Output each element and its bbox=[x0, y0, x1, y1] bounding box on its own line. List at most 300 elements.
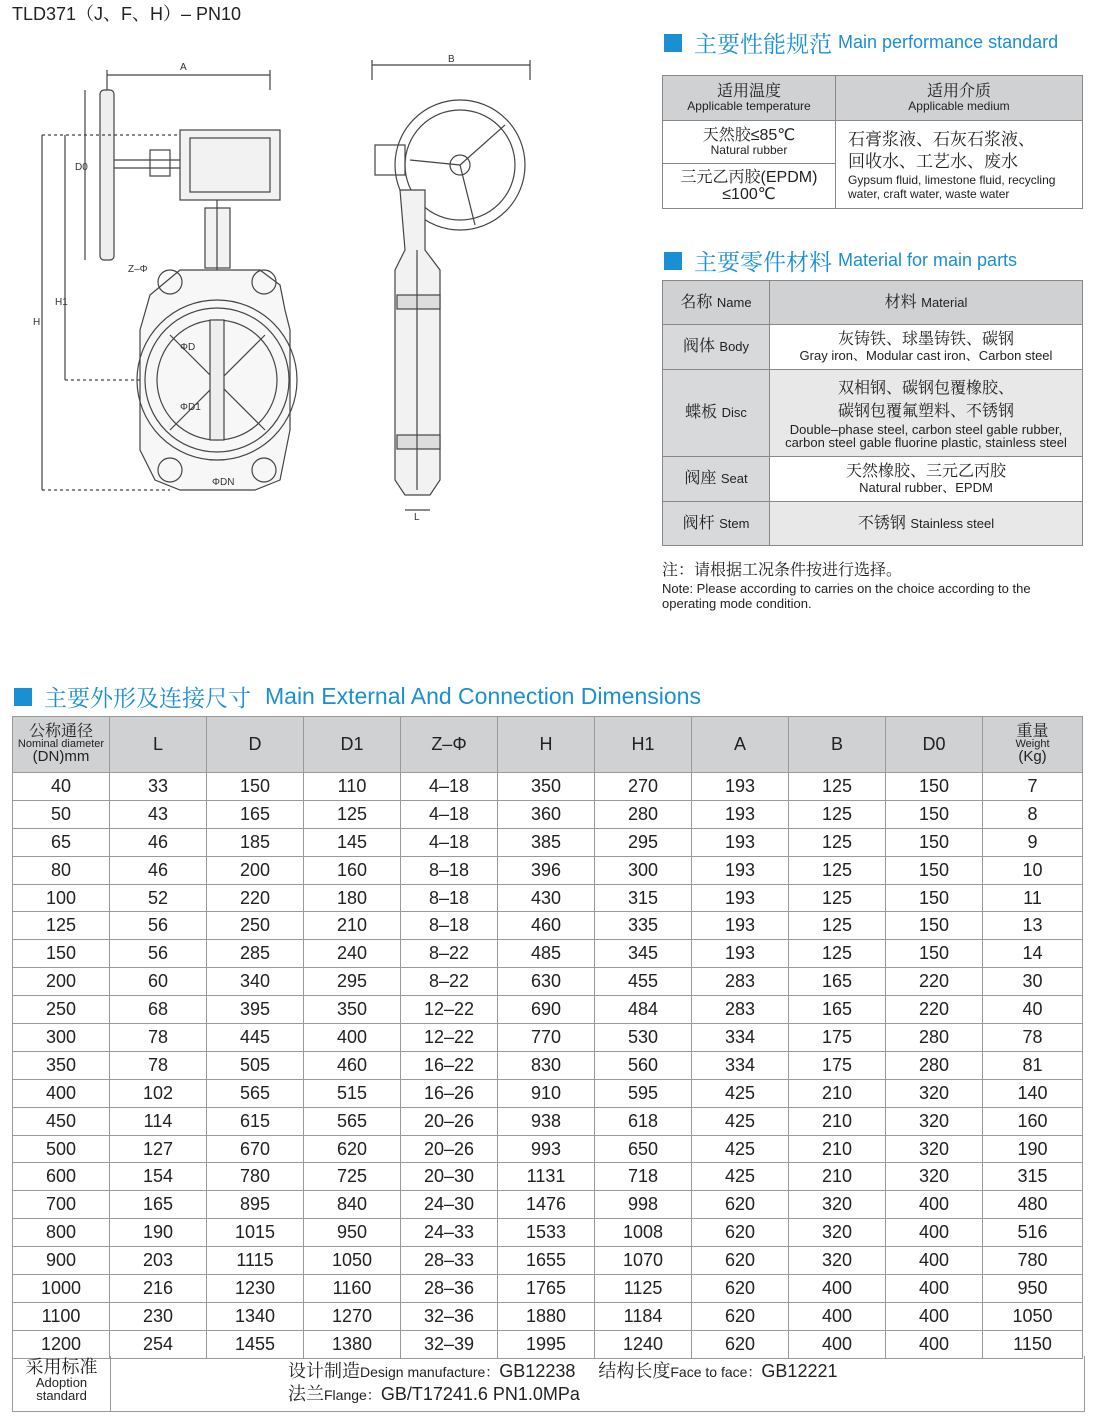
table-cell: 1476 bbox=[498, 1191, 595, 1219]
table-cell: 60 bbox=[110, 968, 207, 996]
table-cell: 193 bbox=[692, 856, 789, 884]
table-cell: 50 bbox=[13, 800, 110, 828]
table-cell: 350 bbox=[13, 1051, 110, 1079]
table-cell: 125 bbox=[789, 773, 886, 801]
table-cell: 938 bbox=[498, 1107, 595, 1135]
dim-A-label: A bbox=[180, 62, 187, 73]
table-cell: 4–18 bbox=[401, 828, 498, 856]
table-cell: 125 bbox=[789, 884, 886, 912]
table-cell: 350 bbox=[498, 773, 595, 801]
table-cell: 250 bbox=[13, 996, 110, 1024]
table-cell: 100 bbox=[13, 884, 110, 912]
table-cell: 165 bbox=[110, 1191, 207, 1219]
dimensions-table bbox=[12, 716, 1083, 1359]
table-cell: 400 bbox=[789, 1330, 886, 1358]
table-row bbox=[13, 1163, 1083, 1191]
table-cell: 565 bbox=[304, 1107, 401, 1135]
table-cell: 193 bbox=[692, 828, 789, 856]
table-cell: 24–33 bbox=[401, 1219, 498, 1247]
table-cell: 46 bbox=[110, 856, 207, 884]
materials-title-cn: 主要零件材料 bbox=[694, 249, 832, 275]
table-cell: 770 bbox=[498, 1024, 595, 1052]
dim-D1-label: ΦD1 bbox=[180, 402, 201, 413]
table-cell: 280 bbox=[886, 1024, 983, 1052]
table-cell: 455 bbox=[595, 968, 692, 996]
table-cell: 445 bbox=[207, 1024, 304, 1052]
table-cell: 125 bbox=[789, 828, 886, 856]
table-cell: 620 bbox=[692, 1247, 789, 1275]
table-cell: 780 bbox=[983, 1247, 1083, 1275]
table-cell: 220 bbox=[886, 968, 983, 996]
table-cell: 283 bbox=[692, 996, 789, 1024]
table-cell: 450 bbox=[13, 1107, 110, 1135]
table-cell: 1070 bbox=[595, 1247, 692, 1275]
mat-row-body-name: 阀体 Body bbox=[663, 325, 770, 370]
table-cell: 335 bbox=[595, 912, 692, 940]
table-cell: 145 bbox=[304, 828, 401, 856]
table-cell: 900 bbox=[13, 1247, 110, 1275]
table-cell: 80 bbox=[13, 856, 110, 884]
table-cell: 993 bbox=[498, 1135, 595, 1163]
table-row bbox=[13, 1079, 1083, 1107]
table-cell: 175 bbox=[789, 1051, 886, 1079]
table-row bbox=[13, 1330, 1083, 1358]
table-cell: 254 bbox=[110, 1330, 207, 1358]
table-cell: 725 bbox=[304, 1163, 401, 1191]
table-cell: 32–36 bbox=[401, 1302, 498, 1330]
table-cell: 425 bbox=[692, 1107, 789, 1135]
table-cell: 630 bbox=[498, 968, 595, 996]
table-cell: 150 bbox=[886, 940, 983, 968]
perf-medium-cell: 石膏浆液、石灰石浆液、 回收水、工艺水、废水 Gypsum fluid, limestone fluid, recycling water, craft water, waste water bbox=[836, 121, 1083, 209]
performance-section-title bbox=[664, 26, 1058, 59]
table-cell: 595 bbox=[595, 1079, 692, 1107]
table-cell: 43 bbox=[110, 800, 207, 828]
table-cell: 9 bbox=[983, 828, 1083, 856]
table-cell: 620 bbox=[692, 1275, 789, 1303]
table-cell: 114 bbox=[110, 1107, 207, 1135]
table-cell: 16–26 bbox=[401, 1079, 498, 1107]
table-cell: 8–18 bbox=[401, 912, 498, 940]
table-cell: 1200 bbox=[13, 1330, 110, 1358]
table-cell: 560 bbox=[595, 1051, 692, 1079]
table-cell: 1050 bbox=[983, 1302, 1083, 1330]
table-cell: 515 bbox=[304, 1079, 401, 1107]
table-cell: 650 bbox=[595, 1135, 692, 1163]
table-cell: 210 bbox=[789, 1135, 886, 1163]
model-title: TLD371（J、F、H）– PN10 bbox=[12, 4, 242, 24]
table-cell: 300 bbox=[13, 1024, 110, 1052]
mat-row-disc-name: 蝶板 Disc bbox=[663, 370, 770, 457]
dims-header-D1: D1 bbox=[304, 717, 401, 773]
table-cell: 10 bbox=[983, 856, 1083, 884]
table-cell: 345 bbox=[595, 940, 692, 968]
table-cell: 20–30 bbox=[401, 1163, 498, 1191]
table-cell: 283 bbox=[692, 968, 789, 996]
table-cell: 620 bbox=[692, 1302, 789, 1330]
perf-header-medium: 适用介质 Applicable medium bbox=[836, 76, 1083, 121]
dims-header-A: A bbox=[692, 717, 789, 773]
table-cell: 125 bbox=[789, 940, 886, 968]
table-cell: 216 bbox=[110, 1275, 207, 1303]
table-cell: 1115 bbox=[207, 1247, 304, 1275]
table-cell: 56 bbox=[110, 940, 207, 968]
table-row bbox=[13, 1024, 1083, 1052]
table-cell: 360 bbox=[498, 800, 595, 828]
table-cell: 150 bbox=[886, 856, 983, 884]
table-cell: 220 bbox=[207, 884, 304, 912]
table-cell: 1050 bbox=[304, 1247, 401, 1275]
table-cell: 295 bbox=[304, 968, 401, 996]
table-cell: 500 bbox=[13, 1135, 110, 1163]
table-cell: 180 bbox=[304, 884, 401, 912]
table-cell: 320 bbox=[789, 1191, 886, 1219]
dim-B-label: B bbox=[448, 54, 455, 65]
table-cell: 1455 bbox=[207, 1330, 304, 1358]
dims-header-dn: 公称通径 Nominal diameter (DN)mm bbox=[13, 717, 110, 773]
perf-temp-epdm: 三元乙丙胶(EPDM) ≤100℃ bbox=[663, 164, 836, 209]
table-cell: 400 bbox=[886, 1275, 983, 1303]
table-cell: 670 bbox=[207, 1135, 304, 1163]
table-cell: 620 bbox=[304, 1135, 401, 1163]
table-cell: 505 bbox=[207, 1051, 304, 1079]
table-cell: 910 bbox=[498, 1079, 595, 1107]
table-cell: 1125 bbox=[595, 1275, 692, 1303]
table-cell: 800 bbox=[13, 1219, 110, 1247]
dimensions-title-en: Main External And Connection Dimensions bbox=[265, 683, 701, 709]
table-cell: 16–22 bbox=[401, 1051, 498, 1079]
dim-H1-label: H1 bbox=[55, 297, 68, 308]
table-cell: 1160 bbox=[304, 1275, 401, 1303]
table-cell: 280 bbox=[595, 800, 692, 828]
table-cell: 8–18 bbox=[401, 884, 498, 912]
table-cell: 400 bbox=[886, 1302, 983, 1330]
table-cell: 150 bbox=[886, 773, 983, 801]
table-cell: 175 bbox=[789, 1024, 886, 1052]
dims-header-H1: H1 bbox=[595, 717, 692, 773]
table-cell: 484 bbox=[595, 996, 692, 1024]
table-cell: 430 bbox=[498, 884, 595, 912]
table-cell: 185 bbox=[207, 828, 304, 856]
table-cell: 40 bbox=[13, 773, 110, 801]
mat-header-material: 材料 Material bbox=[770, 281, 1083, 325]
table-cell: 400 bbox=[886, 1247, 983, 1275]
table-cell: 190 bbox=[983, 1135, 1083, 1163]
dim-D0-label: D0 bbox=[75, 162, 88, 173]
table-cell: 1100 bbox=[13, 1302, 110, 1330]
table-cell: 895 bbox=[207, 1191, 304, 1219]
table-row bbox=[13, 912, 1083, 940]
table-cell: 400 bbox=[304, 1024, 401, 1052]
table-cell: 840 bbox=[304, 1191, 401, 1219]
table-cell: 193 bbox=[692, 773, 789, 801]
table-cell: 320 bbox=[886, 1163, 983, 1191]
table-cell: 150 bbox=[207, 773, 304, 801]
table-cell: 190 bbox=[110, 1219, 207, 1247]
table-cell: 425 bbox=[692, 1135, 789, 1163]
table-cell: 200 bbox=[207, 856, 304, 884]
table-cell: 127 bbox=[110, 1135, 207, 1163]
table-cell: 270 bbox=[595, 773, 692, 801]
perf-header-temp: 适用温度 Applicable temperature bbox=[663, 76, 836, 121]
table-cell: 193 bbox=[692, 912, 789, 940]
table-cell: 193 bbox=[692, 800, 789, 828]
table-cell: 154 bbox=[110, 1163, 207, 1191]
materials-title-en: Material for main parts bbox=[838, 250, 1018, 270]
table-cell: 193 bbox=[692, 884, 789, 912]
table-cell: 125 bbox=[13, 912, 110, 940]
table-cell: 160 bbox=[983, 1107, 1083, 1135]
table-cell: 395 bbox=[207, 996, 304, 1024]
table-cell: 780 bbox=[207, 1163, 304, 1191]
table-cell: 485 bbox=[498, 940, 595, 968]
mat-row-stem-material: 不锈钢 Stainless steel bbox=[770, 502, 1083, 546]
table-row bbox=[13, 856, 1083, 884]
table-row bbox=[13, 1275, 1083, 1303]
table-cell: 150 bbox=[13, 940, 110, 968]
materials-section-title bbox=[664, 244, 1017, 277]
table-cell: 150 bbox=[886, 912, 983, 940]
table-cell: 165 bbox=[789, 996, 886, 1024]
table-row bbox=[13, 940, 1083, 968]
table-cell: 250 bbox=[207, 912, 304, 940]
selection-note: 注：请根据工况条件按进行选择。 Note: Please according to carries on the choice according to the operating mode condition. bbox=[662, 562, 1031, 611]
table-cell: 1533 bbox=[498, 1219, 595, 1247]
table-cell: 160 bbox=[304, 856, 401, 884]
table-row bbox=[13, 996, 1083, 1024]
table-cell: 40 bbox=[983, 996, 1083, 1024]
table-cell: 125 bbox=[789, 912, 886, 940]
table-row bbox=[13, 773, 1083, 801]
table-cell: 400 bbox=[789, 1302, 886, 1330]
table-cell: 8–22 bbox=[401, 968, 498, 996]
dimensions-section-title bbox=[14, 680, 701, 713]
table-cell: 334 bbox=[692, 1024, 789, 1052]
dim-D-label: ΦD bbox=[180, 342, 196, 353]
mat-row-seat-material: 天然橡胶、三元乙丙胶 Natural rubber、EPDM bbox=[770, 457, 1083, 502]
table-cell: 110 bbox=[304, 773, 401, 801]
dim-zphi-label: Z–Φ bbox=[128, 264, 148, 275]
table-cell: 8–22 bbox=[401, 940, 498, 968]
dimensions-title-cn: 主要外形及连接尺寸 bbox=[44, 685, 251, 711]
table-cell: 203 bbox=[110, 1247, 207, 1275]
table-cell: 165 bbox=[207, 800, 304, 828]
table-row bbox=[13, 1191, 1083, 1219]
section-square-icon bbox=[14, 688, 32, 706]
table-cell: 1184 bbox=[595, 1302, 692, 1330]
table-cell: 600 bbox=[13, 1163, 110, 1191]
table-cell: 30 bbox=[983, 968, 1083, 996]
table-cell: 700 bbox=[13, 1191, 110, 1219]
table-cell: 210 bbox=[304, 912, 401, 940]
table-cell: 1995 bbox=[498, 1330, 595, 1358]
table-cell: 618 bbox=[595, 1107, 692, 1135]
table-cell: 400 bbox=[886, 1219, 983, 1247]
table-cell: 425 bbox=[692, 1163, 789, 1191]
table-cell: 350 bbox=[304, 996, 401, 1024]
valve-drawing bbox=[30, 50, 540, 525]
table-cell: 1008 bbox=[595, 1219, 692, 1247]
table-row bbox=[13, 1051, 1083, 1079]
table-cell: 334 bbox=[692, 1051, 789, 1079]
table-cell: 14 bbox=[983, 940, 1083, 968]
table-cell: 1380 bbox=[304, 1330, 401, 1358]
table-row bbox=[13, 1219, 1083, 1247]
table-cell: 1150 bbox=[983, 1330, 1083, 1358]
table-cell: 620 bbox=[692, 1219, 789, 1247]
table-cell: 320 bbox=[886, 1135, 983, 1163]
dims-header-weight: 重量 Weight (Kg) bbox=[983, 717, 1083, 773]
table-cell: 33 bbox=[110, 773, 207, 801]
table-cell: 1655 bbox=[498, 1247, 595, 1275]
table-cell: 20–26 bbox=[401, 1107, 498, 1135]
table-cell: 28–33 bbox=[401, 1247, 498, 1275]
table-cell: 4–18 bbox=[401, 773, 498, 801]
table-cell: 1230 bbox=[207, 1275, 304, 1303]
table-cell: 28–36 bbox=[401, 1275, 498, 1303]
table-cell: 300 bbox=[595, 856, 692, 884]
table-row bbox=[13, 1247, 1083, 1275]
table-cell: 320 bbox=[789, 1247, 886, 1275]
table-cell: 32–39 bbox=[401, 1330, 498, 1358]
table-cell: 620 bbox=[692, 1330, 789, 1358]
table-cell: 11 bbox=[983, 884, 1083, 912]
table-cell: 150 bbox=[886, 800, 983, 828]
table-cell: 1765 bbox=[498, 1275, 595, 1303]
table-cell: 425 bbox=[692, 1079, 789, 1107]
table-cell: 220 bbox=[886, 996, 983, 1024]
table-cell: 1015 bbox=[207, 1219, 304, 1247]
dim-L-label: L bbox=[414, 512, 420, 523]
table-cell: 78 bbox=[110, 1024, 207, 1052]
standard-label: 采用标准 Adoption standard bbox=[13, 1356, 111, 1411]
mat-header-name: 名称 Name bbox=[663, 281, 770, 325]
table-cell: 1880 bbox=[498, 1302, 595, 1330]
table-cell: 1340 bbox=[207, 1302, 304, 1330]
table-cell: 285 bbox=[207, 940, 304, 968]
table-cell: 295 bbox=[595, 828, 692, 856]
adopted-standards bbox=[12, 1356, 1085, 1412]
perf-temp-natural: 天然胶≤85℃ Natural rubber bbox=[663, 121, 836, 164]
table-cell: 210 bbox=[789, 1107, 886, 1135]
table-cell: 460 bbox=[304, 1051, 401, 1079]
table-cell: 400 bbox=[13, 1079, 110, 1107]
dims-header-L: L bbox=[110, 717, 207, 773]
table-cell: 8 bbox=[983, 800, 1083, 828]
table-cell: 396 bbox=[498, 856, 595, 884]
table-cell: 530 bbox=[595, 1024, 692, 1052]
table-row bbox=[13, 1107, 1083, 1135]
table-row bbox=[13, 1135, 1083, 1163]
table-cell: 315 bbox=[983, 1163, 1083, 1191]
performance-table bbox=[662, 75, 1083, 209]
table-cell: 690 bbox=[498, 996, 595, 1024]
table-cell: 140 bbox=[983, 1079, 1083, 1107]
mat-row-disc-material: 双相钢、碳钢包覆橡胶、 碳钢包覆氟塑料、不锈钢 Double–phase steel, carbon steel gable rubber, carbon steel gable fluorine plastic, stainless steel bbox=[770, 370, 1083, 457]
table-cell: 340 bbox=[207, 968, 304, 996]
dims-header-D0: D0 bbox=[886, 717, 983, 773]
table-cell: 950 bbox=[983, 1275, 1083, 1303]
table-cell: 210 bbox=[789, 1163, 886, 1191]
table-cell: 68 bbox=[110, 996, 207, 1024]
table-cell: 150 bbox=[886, 884, 983, 912]
table-cell: 78 bbox=[110, 1051, 207, 1079]
table-cell: 320 bbox=[789, 1219, 886, 1247]
table-cell: 400 bbox=[886, 1191, 983, 1219]
table-cell: 315 bbox=[595, 884, 692, 912]
table-cell: 620 bbox=[692, 1191, 789, 1219]
table-cell: 480 bbox=[983, 1191, 1083, 1219]
table-cell: 12–22 bbox=[401, 1024, 498, 1052]
dims-header-D: D bbox=[207, 717, 304, 773]
table-cell: 150 bbox=[886, 828, 983, 856]
dims-header-ZPhi: Z–Φ bbox=[401, 717, 498, 773]
table-cell: 102 bbox=[110, 1079, 207, 1107]
table-cell: 24–30 bbox=[401, 1191, 498, 1219]
table-row bbox=[13, 800, 1083, 828]
dims-header-H: H bbox=[498, 717, 595, 773]
dim-H-label: H bbox=[33, 317, 41, 328]
table-cell: 52 bbox=[110, 884, 207, 912]
table-cell: 280 bbox=[886, 1051, 983, 1079]
performance-title-en: Main performance standard bbox=[838, 32, 1059, 52]
table-cell: 13 bbox=[983, 912, 1083, 940]
table-cell: 1000 bbox=[13, 1275, 110, 1303]
standard-text: 设计制造Design manufacture：GB12238 结构长度Face to face：GB12221 法兰Flange：GB/T17241.6 PN1.0MPa bbox=[288, 1361, 838, 1404]
table-cell: 320 bbox=[886, 1107, 983, 1135]
table-cell: 565 bbox=[207, 1079, 304, 1107]
table-cell: 4–18 bbox=[401, 800, 498, 828]
table-cell: 950 bbox=[304, 1219, 401, 1247]
mat-row-body-material: 灰铸铁、球墨铸铁、碳钢 Gray iron、Modular cast iron、Carbon steel bbox=[770, 325, 1083, 370]
table-cell: 1131 bbox=[498, 1163, 595, 1191]
section-square-icon bbox=[664, 252, 682, 270]
table-cell: 830 bbox=[498, 1051, 595, 1079]
table-cell: 125 bbox=[789, 856, 886, 884]
table-cell: 12–22 bbox=[401, 996, 498, 1024]
table-row bbox=[13, 884, 1083, 912]
table-cell: 998 bbox=[595, 1191, 692, 1219]
table-cell: 78 bbox=[983, 1024, 1083, 1052]
table-cell: 400 bbox=[789, 1275, 886, 1303]
table-cell: 1270 bbox=[304, 1302, 401, 1330]
table-cell: 1240 bbox=[595, 1330, 692, 1358]
dims-header-B: B bbox=[789, 717, 886, 773]
section-square-icon bbox=[664, 34, 682, 52]
materials-table bbox=[662, 280, 1083, 546]
table-cell: 65 bbox=[13, 828, 110, 856]
table-cell: 7 bbox=[983, 773, 1083, 801]
table-cell: 81 bbox=[983, 1051, 1083, 1079]
table-cell: 400 bbox=[886, 1330, 983, 1358]
table-cell: 125 bbox=[304, 800, 401, 828]
dim-DN-label: ΦDN bbox=[212, 477, 235, 488]
table-cell: 200 bbox=[13, 968, 110, 996]
table-cell: 460 bbox=[498, 912, 595, 940]
table-cell: 240 bbox=[304, 940, 401, 968]
table-cell: 125 bbox=[789, 800, 886, 828]
table-cell: 615 bbox=[207, 1107, 304, 1135]
table-cell: 385 bbox=[498, 828, 595, 856]
table-cell: 516 bbox=[983, 1219, 1083, 1247]
table-row bbox=[13, 1302, 1083, 1330]
performance-title-cn: 主要性能规范 bbox=[694, 31, 832, 57]
table-cell: 56 bbox=[110, 912, 207, 940]
mat-row-stem-name: 阀杆 Stem bbox=[663, 502, 770, 546]
table-cell: 8–18 bbox=[401, 856, 498, 884]
table-cell: 46 bbox=[110, 828, 207, 856]
mat-row-seat-name: 阀座 Seat bbox=[663, 457, 770, 502]
